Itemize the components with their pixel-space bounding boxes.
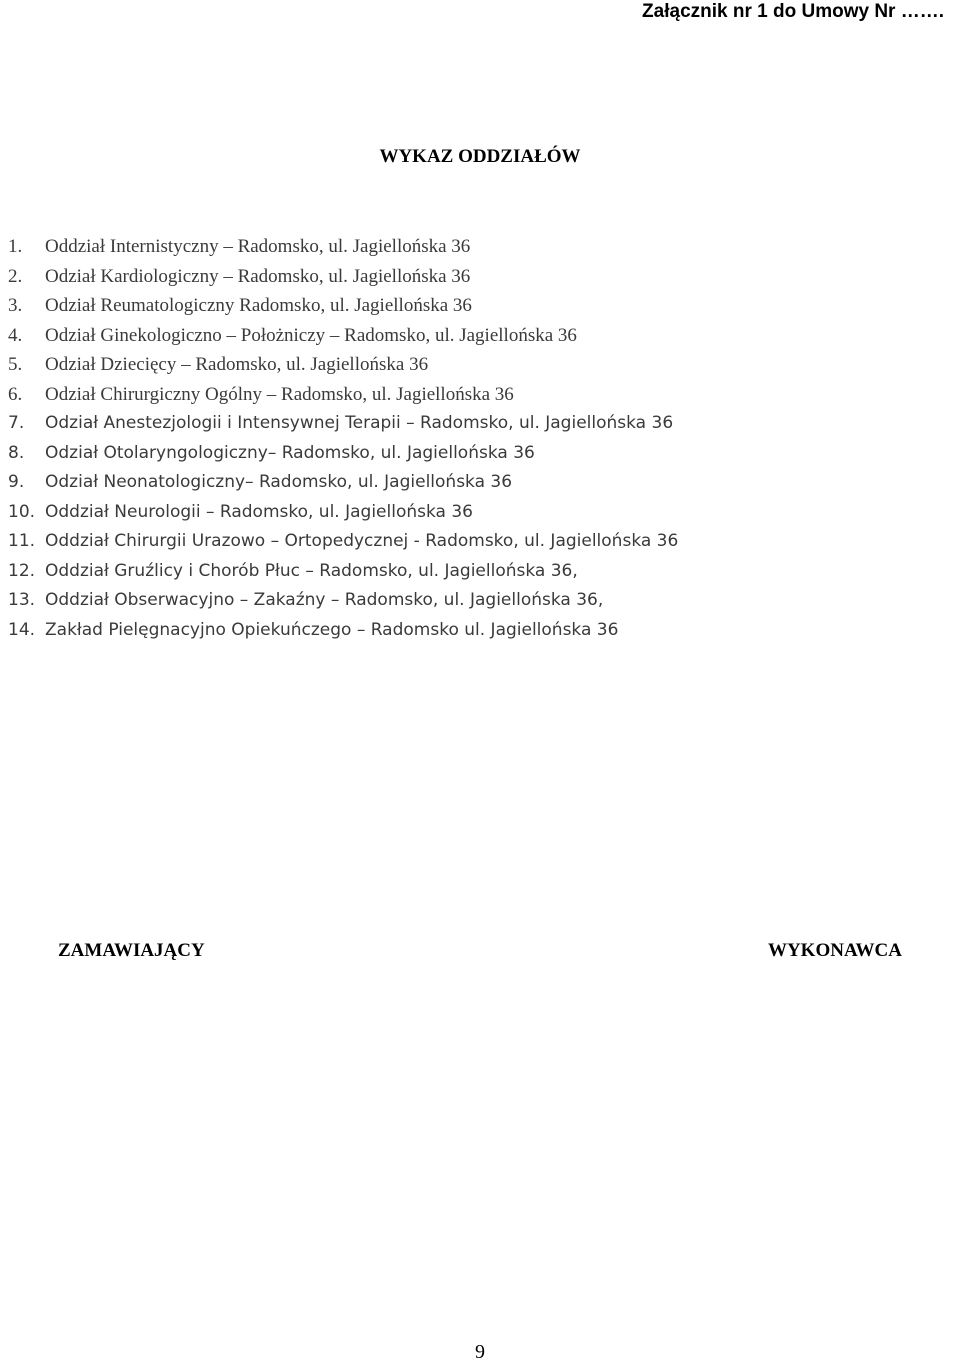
list-item-number: 8. xyxy=(8,442,25,463)
list-item-text: Odział Neonatologiczny– Radomsko, ul. Jagiellońska 36 xyxy=(45,472,513,492)
list-item-text: Oddział Internistyczny – Radomsko, ul. Jagiellońska 36 xyxy=(45,236,471,257)
list-item-text: Odział Chirurgiczny Ogólny – Radomsko, ul. Jagiellońska 36 xyxy=(45,383,514,405)
signature-orderer: ZAMAWIAJĄCY xyxy=(58,940,205,961)
list-item-number: 6. xyxy=(8,383,23,405)
list-item-number: 11. xyxy=(8,531,36,551)
list-item-number: 5. xyxy=(8,354,23,375)
signature-contractor: WYKONAWCA xyxy=(767,940,902,961)
list-item-text: Odział Dziecięcy – Radomsko, ul. Jagiellońska 36 xyxy=(45,354,429,375)
list-item-number: 7. xyxy=(8,413,25,433)
list-item-number: 2. xyxy=(8,265,23,287)
list-item-text: Odział Anestezjologii i Intensywnej Terapii – Radomsko, ul. Jagiellońska 36 xyxy=(45,413,674,433)
list-item-text: Odział Reumatologiczny Radomsko, ul. Jagiellońska 36 xyxy=(45,295,472,316)
list-item-text: Odział Kardiologiczny – Radomsko, ul. Jagiellońska 36 xyxy=(45,265,471,287)
list-item-number: 10. xyxy=(8,501,36,522)
list-item-number: 14. xyxy=(8,619,36,640)
list-item-number: 13. xyxy=(8,590,36,610)
annex-header: Załącznik nr 1 do Umowy Nr ……. xyxy=(642,1,944,22)
list-item-text: Oddział Chirurgii Urazowo – Ortopedycznej - Radomsko, ul. Jagiellońska 36 xyxy=(45,531,679,551)
list-item-text: Odział Otolaryngologiczny– Radomsko, ul. Jagiellońska 36 xyxy=(45,442,535,463)
list-item-number: 4. xyxy=(8,324,23,346)
list-item-number: 3. xyxy=(8,295,23,316)
page-number: 9 xyxy=(475,1341,485,1363)
list-item-text: Oddział Neurologii – Radomsko, ul. Jagiellońska 36 xyxy=(45,501,473,522)
list-item-number: 9. xyxy=(8,472,25,492)
list-item-text: Odział Ginekologiczno – Położniczy – Radomsko, ul. Jagiellońska 36 xyxy=(45,324,577,346)
document-title: WYKAZ ODDZIAŁÓW xyxy=(379,146,581,167)
list-item-text: Zakład Pielęgnacyjno Opiekuńczego – Radomsko ul. Jagiellońska 36 xyxy=(45,619,619,640)
list-item-number: 12. xyxy=(8,560,36,581)
list-item-number: 1. xyxy=(8,236,23,257)
list-item-text: Oddział Gruźlicy i Chorób Płuc – Radomsko, ul. Jagiellońska 36, xyxy=(45,560,578,581)
list-item-text: Oddział Obserwacyjno – Zakaźny – Radomsko, ul. Jagiellońska 36, xyxy=(45,590,604,610)
